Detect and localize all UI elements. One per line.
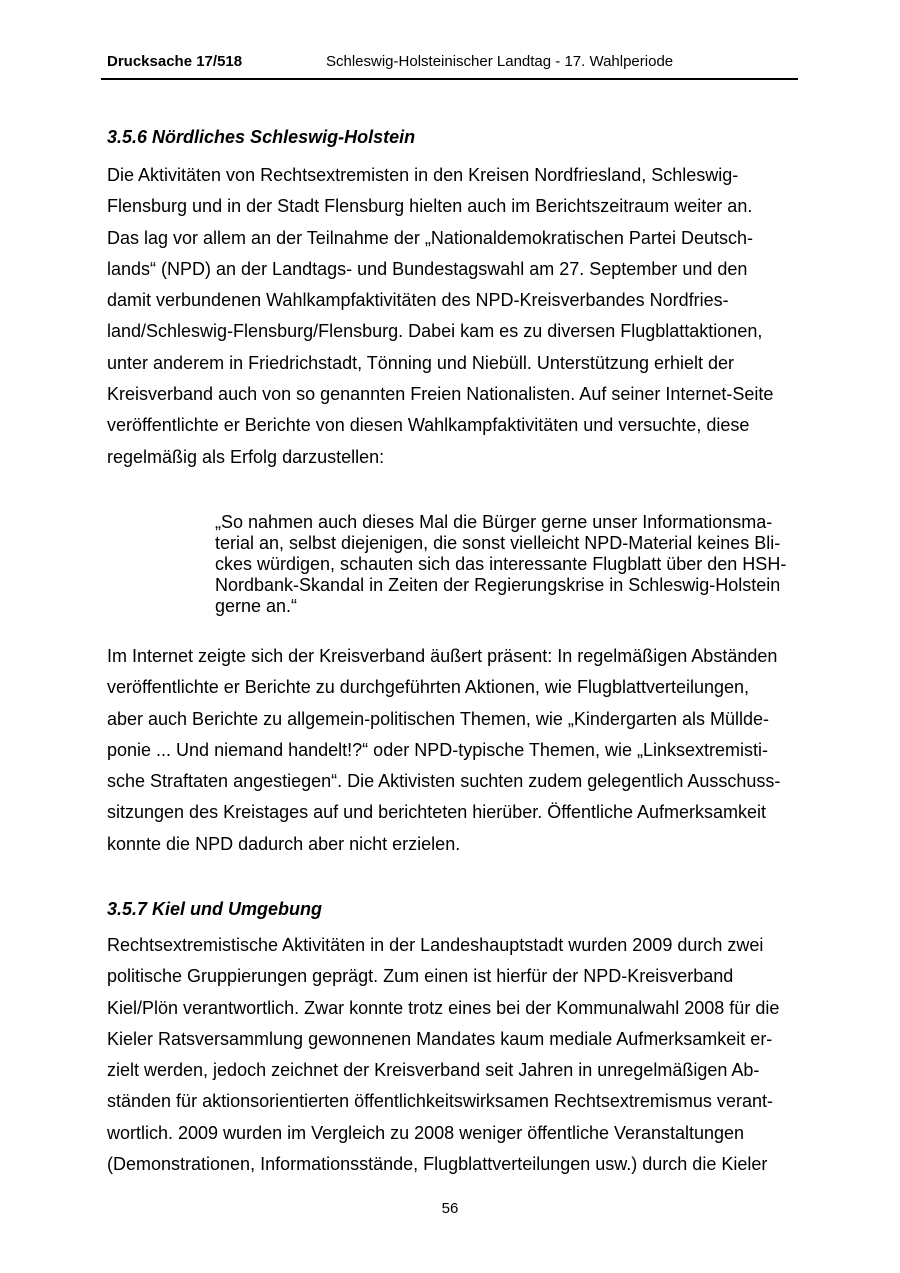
text-line: Im Internet zeigte sich der Kreisverband äußert präsent: In regelmäßigen Abständen <box>107 646 778 666</box>
section1-paragraph-2 <box>107 641 807 860</box>
quote-line: gerne an.“ <box>215 596 298 616</box>
text-line: unter anderem in Friedrichstadt, Tönning und Niebüll. Unterstützung erhielt der <box>107 352 735 373</box>
section1-paragraph-1 <box>107 160 807 473</box>
text-line: (Demonstrationen, Informationsstände, Flugblattverteilungen usw.) durch die Kieler <box>107 1154 768 1175</box>
text-line: ständen für aktionsorientierten öffentlichkeitswirksamen Rechtsextremismus verant- <box>107 1091 773 1112</box>
text-line: veröffentlichte er Berichte von diesen Wahlkampfaktivitäten und versuchte, diese <box>107 415 750 436</box>
page-number: 56 <box>441 1200 459 1217</box>
text-line: konnte die NPD dadurch aber nicht erzielen. <box>107 833 461 854</box>
section-heading-3-5-7: 3.5.7 Kiel und Umgebung <box>107 899 323 919</box>
document-number: Drucksache 17/518 <box>107 53 243 70</box>
text-line: Kieler Ratsversammlung gewonnenen Mandates kaum mediale Aufmerksamkeit er- <box>107 1028 773 1049</box>
text-line: Das lag vor allem an der Teilnahme der „Nationaldemokratischen Partei Deutsch- <box>107 227 753 248</box>
text-line: Die Aktivitäten von Rechtsextremisten in den Kreisen Nordfriesland, Schleswig- <box>107 165 739 185</box>
quote-line: ckes würdigen, schauten sich das interessante Flugblatt über den HSH- <box>215 554 787 574</box>
quote-line: Nordbank-Skandal in Zeiten der Regierungskrise in Schleswig-Holstein <box>215 575 781 595</box>
header-title: Schleswig-Holsteinischer Landtag - 17. Wahlperiode <box>326 53 674 70</box>
text-line: Rechtsextremistische Aktivitäten in der Landeshauptstadt wurden 2009 durch zwei <box>107 935 764 955</box>
text-line: aber auch Berichte zu allgemein-politischen Themen, wie „Kindergarten als Mülldе- <box>107 708 770 729</box>
block-quote <box>215 512 805 617</box>
text-line: veröffentlichte er Berichte zu durchgeführten Aktionen, wie Flugblattverteilungen, <box>107 677 750 698</box>
text-line: sche Straftaten angestiegen“. Die Aktivisten suchten zudem gelegentlich Ausschuss- <box>107 771 781 792</box>
text-line: Kiel/Plön verantwortlich. Zwar konnte trotz eines bei der Kommunalwahl 2008 für die <box>107 997 780 1018</box>
section2-paragraph-1 <box>107 930 807 1180</box>
text-line: Kreisverband auch von so genannten Freien Nationalisten. Auf seiner Internet-Seite <box>107 384 774 405</box>
text-line: land/Schleswig-Flensburg/Flensburg. Dabei kam es zu diversen Flugblattaktionen, <box>107 321 763 342</box>
text-line: ponie ... Und niemand handelt!?“ oder NPD-typische Themen, wie „Linksextremisti- <box>107 739 768 760</box>
section-heading-3-5-6: 3.5.6 Nördliches Schleswig-Holstein <box>107 127 416 147</box>
quote-line: terial an, selbst diejenigen, die sonst vielleicht NPD-Material keines Bli- <box>215 533 781 553</box>
text-line: zielt werden, jedoch zeichnet der Kreisverband seit Jahren in unregelmäßigen Ab- <box>107 1060 760 1081</box>
page-header <box>101 52 798 80</box>
text-line: wortlich. 2009 wurden im Vergleich zu 2008 weniger öffentliche Veranstaltungen <box>107 1122 745 1143</box>
quote-line: „So nahmen auch dieses Mal die Bürger gerne unser Informationsma- <box>215 512 773 532</box>
text-line: lands“ (NPD) an der Landtags- und Bundestagswahl am 27. September und den <box>107 258 748 279</box>
text-line: damit verbundenen Wahlkampfaktivitäten des NPD-Kreisverbandes Nordfries- <box>107 290 729 311</box>
text-line: politische Gruppierungen geprägt. Zum einen ist hierfür der NPD-Kreisverband <box>107 966 734 987</box>
text-line: sitzungen des Kreistages auf und berichteten hierüber. Öffentliche Aufmerksamkeit <box>107 802 767 823</box>
text-line: Flensburg und in der Stadt Flensburg hielten auch im Berichtszeitraum weiter an. <box>107 196 753 217</box>
text-line: regelmäßig als Erfolg darzustellen: <box>107 446 385 467</box>
